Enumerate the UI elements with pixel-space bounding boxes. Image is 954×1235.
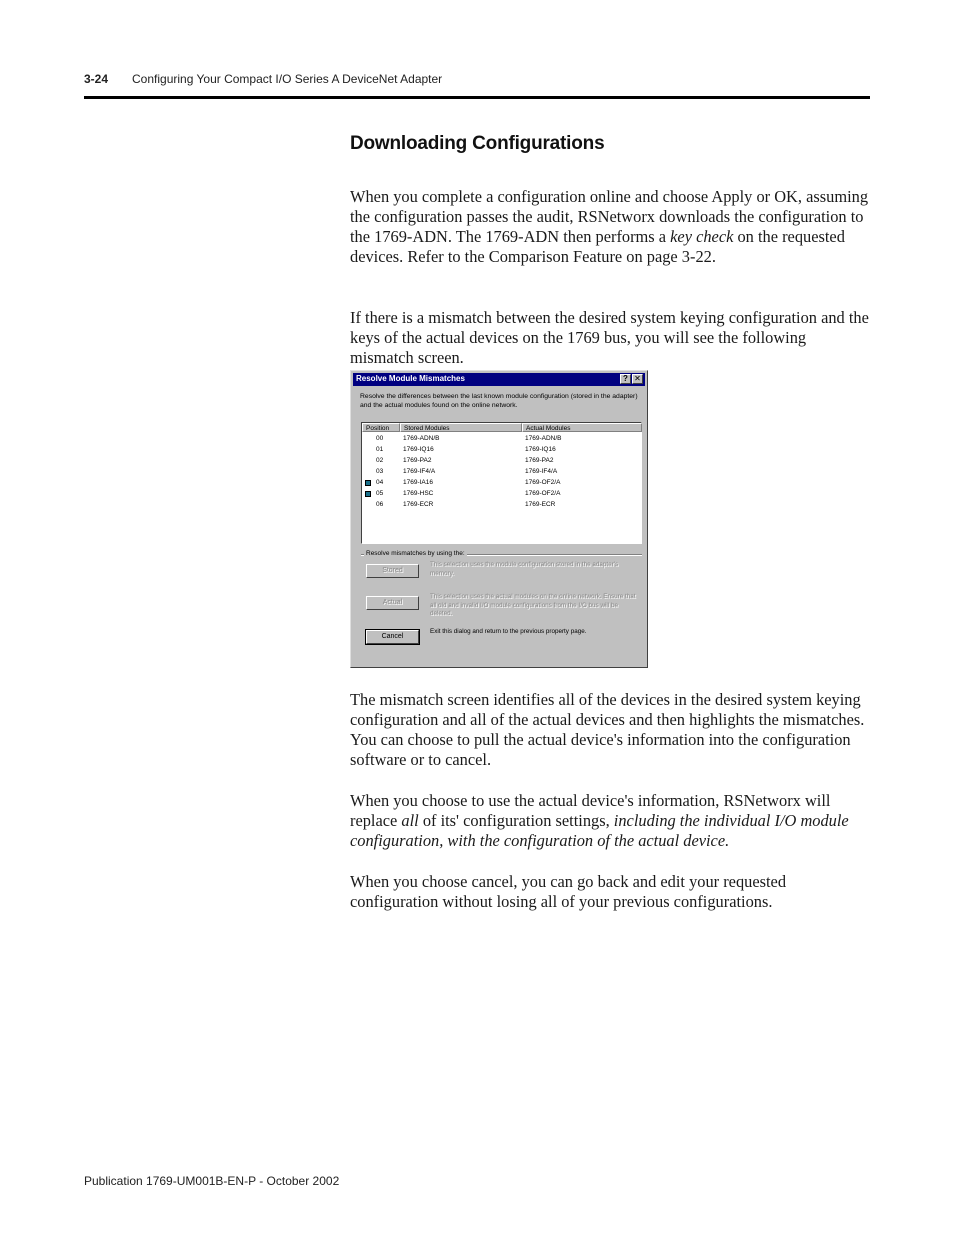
p4-italic-b: including the individual I/O module configuration, with the configuration of the actual device. (350, 811, 849, 850)
row-actual: 1769-PA2 (525, 457, 554, 464)
paragraph-key-check (350, 187, 870, 267)
dialog-titlebar (353, 373, 645, 386)
mismatch-check-icon[interactable] (365, 480, 371, 486)
cancel-description: Exit this dialog and return to the previous property page. (430, 628, 587, 635)
row-position: 01 (376, 446, 384, 453)
column-position-label: Position (366, 425, 390, 432)
mismatch-check-icon[interactable] (365, 491, 371, 497)
p4-italic-a: all (401, 811, 419, 830)
column-header-position[interactable] (362, 423, 400, 432)
row-actual: 1769-ADN/B (525, 435, 562, 442)
table-row[interactable] (362, 478, 641, 489)
row-actual: 1769-IQ16 (525, 446, 556, 453)
table-row[interactable] (362, 489, 641, 500)
publication-footer: Publication 1769-UM001B-EN-P - October 2002 (84, 1174, 340, 1188)
row-position: 00 (376, 435, 384, 442)
stored-button[interactable]: Stored (366, 564, 419, 578)
section-title: Downloading Configurations (350, 133, 605, 154)
actual-description: This selection uses the actual modules on the online network. Ensure that all old and invalid I/O module configurations from the I/O bus will be deleted. (430, 593, 636, 617)
column-stored-label: Stored Modules (404, 425, 450, 432)
row-stored: 1769-HSC (403, 490, 434, 497)
row-stored: 1769-IA16 (403, 479, 433, 486)
paragraph-mismatch-intro: If there is a mismatch between the desired system keying configuration and the keys of the actual devices on the 1769 bus, you will see the following mismatch screen. (350, 308, 869, 367)
table-row[interactable] (362, 456, 641, 467)
row-actual: 1769-IF4/A (525, 468, 558, 475)
p4-text-b: of its' configuration settings, (418, 811, 614, 830)
table-row[interactable] (362, 467, 641, 478)
row-stored: 1769-IQ16 (403, 446, 434, 453)
paragraph-mismatch-explained: The mismatch screen identifies all of the devices in the desired system keying configuration and all of the actual devices and then highlights the mismatches. You can choose to pull the actual device's information into the configuration software or to cancel. (350, 690, 865, 769)
p1-text-a: When you complete a configuration online and choose Apply or OK, assuming the configuration passes the audit, RSNetworx downloads the configuration to the 1769-ADN. The 1769-ADN then performs a (350, 187, 869, 246)
p1-text-b: on the requested devices. Refer to the Comparison Feature on page 3-22. (350, 227, 845, 266)
column-header-actual[interactable] (522, 423, 642, 432)
row-stored: 1769-ECR (403, 501, 434, 508)
row-position: 02 (376, 457, 384, 464)
actual-button[interactable]: Actual (366, 596, 419, 610)
dialog-title: Resolve Module Mismatches (356, 374, 465, 383)
row-position: 03 (376, 468, 384, 475)
resolve-groupbox-label: Resolve mismatches by using the: (366, 550, 465, 557)
header-rule (84, 96, 870, 99)
row-actual: 1769-OF2/A (525, 479, 561, 486)
p1-italic: key check (670, 227, 734, 246)
running-header (84, 72, 442, 86)
row-stored: 1769-PA2 (403, 457, 432, 464)
dialog-instructions: Resolve the differences between the last known module configuration (stored in the adapter) and the actual modules found on the online network. (360, 393, 638, 409)
stored-description: This selection uses the module configuration stored in the adapter's memory. (430, 561, 619, 577)
column-header-stored[interactable] (400, 423, 522, 432)
table-row[interactable] (362, 500, 641, 511)
cancel-button[interactable]: Cancel (366, 630, 419, 644)
close-icon[interactable]: ✕ (632, 374, 643, 384)
paragraph-cancel: When you choose cancel, you can go back and edit your requested configuration without losing all of your previous configurations. (350, 872, 787, 911)
module-list[interactable] (361, 422, 642, 544)
column-actual-label: Actual Modules (526, 425, 571, 432)
row-position: 06 (376, 501, 384, 508)
row-actual: 1769-ECR (525, 501, 556, 508)
paragraph-actual-info (350, 791, 870, 851)
p4-text-a: When you choose to use the actual device's information, RSNetworx will replace (350, 791, 831, 830)
table-row[interactable] (362, 434, 641, 445)
help-icon[interactable]: ? (620, 374, 631, 384)
row-actual: 1769-OF2/A (525, 490, 561, 497)
row-stored: 1769-IF4/A (403, 468, 436, 475)
row-stored: 1769-ADN/B (403, 435, 440, 442)
chapter-title: Configuring Your Compact I/O Series A DeviceNet Adapter (132, 72, 443, 86)
row-position: 04 (376, 479, 384, 486)
row-position: 05 (376, 490, 384, 497)
resolve-mismatch-dialog (350, 370, 648, 668)
list-header (362, 423, 641, 433)
page-number: 3-24 (84, 72, 109, 86)
table-row[interactable] (362, 445, 641, 456)
